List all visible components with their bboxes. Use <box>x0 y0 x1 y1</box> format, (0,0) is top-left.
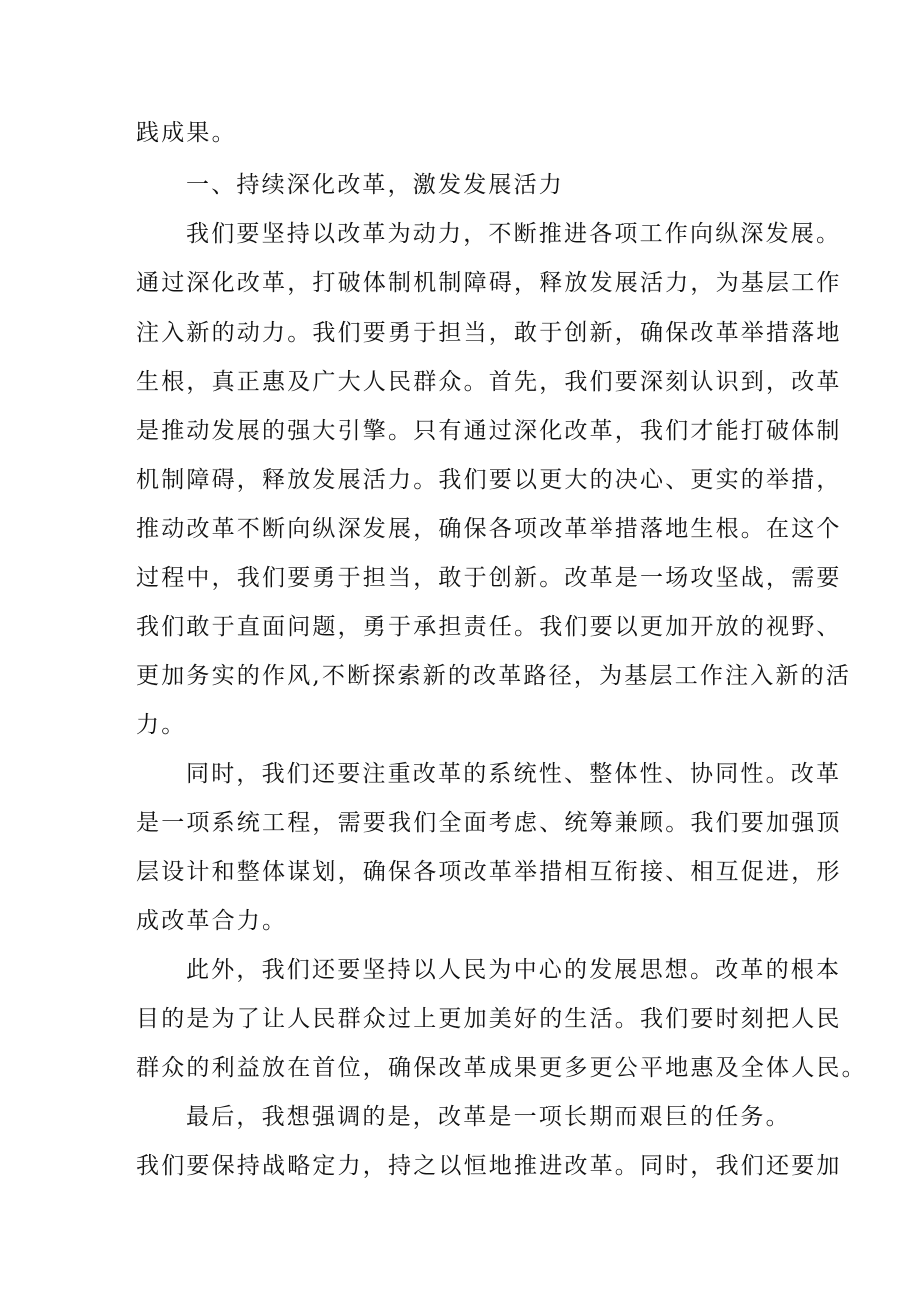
text-line: 我们要坚持以改革为动力，不断推进各项工作向纵深发展。 <box>186 221 842 247</box>
text-line: 注入新的动力。我们要勇于担当，敢于创新，确保改革举措落地 <box>136 320 842 346</box>
text-line: 群众的利益放在首位，确保改革成果更多更公平地惠及全体人民。 <box>136 1055 867 1081</box>
text-line: 层设计和整体谋划，确保各项改革举措相互衔接、相互促进，形 <box>136 859 842 885</box>
text-line: 推动改革不断向纵深发展，确保各项改革举措落地生根。在这个 <box>136 516 842 542</box>
text-line: 过程中，我们要勇于担当，敢于创新。改革是一场攻坚战，需要 <box>136 565 842 591</box>
text-line: 成改革合力。 <box>136 908 288 934</box>
text-line: 是一项系统工程，需要我们全面考虑、统筹兼顾。我们要加强顶 <box>136 810 842 836</box>
text-line: 最后，我想强调的是，改革是一项长期而艰巨的任务。 <box>186 1104 791 1130</box>
text-line: 是推动发展的强大引擎。只有通过深化改革，我们才能打破体制 <box>136 418 842 444</box>
text-line: 更加务实的作风,不断探索新的改革路径，为基层工作注入新的活 <box>136 663 852 689</box>
text-line: 生根，真正惠及广大人民群众。首先，我们要深刻认识到，改革 <box>136 369 842 395</box>
text-line: 通过深化改革，打破体制机制障碍，释放发展活力，为基层工作 <box>136 270 842 296</box>
text-line: 践成果。 <box>136 120 237 146</box>
text-line: 我们敢于直面问题，勇于承担责任。我们要以更加开放的视野、 <box>136 614 842 640</box>
text-line: 目的是为了让人民群众过上更加美好的生活。我们要时刻把人民 <box>136 1006 842 1032</box>
text-line: 我们要保持战略定力，持之以恒地推进改革。同时，我们还要加 <box>136 1153 842 1179</box>
text-line: 机制障碍，释放发展活力。我们要以更大的决心、更实的举措， <box>136 467 842 493</box>
text-line: 力。 <box>136 712 187 738</box>
text-line: 此外，我们还要坚持以人民为中心的发展思想。改革的根本 <box>186 957 842 983</box>
section-heading: 一、持续深化改革，激发发展活力 <box>186 172 564 198</box>
text-line: 同时，我们还要注重改革的系统性、整体性、协同性。改革 <box>186 761 842 787</box>
